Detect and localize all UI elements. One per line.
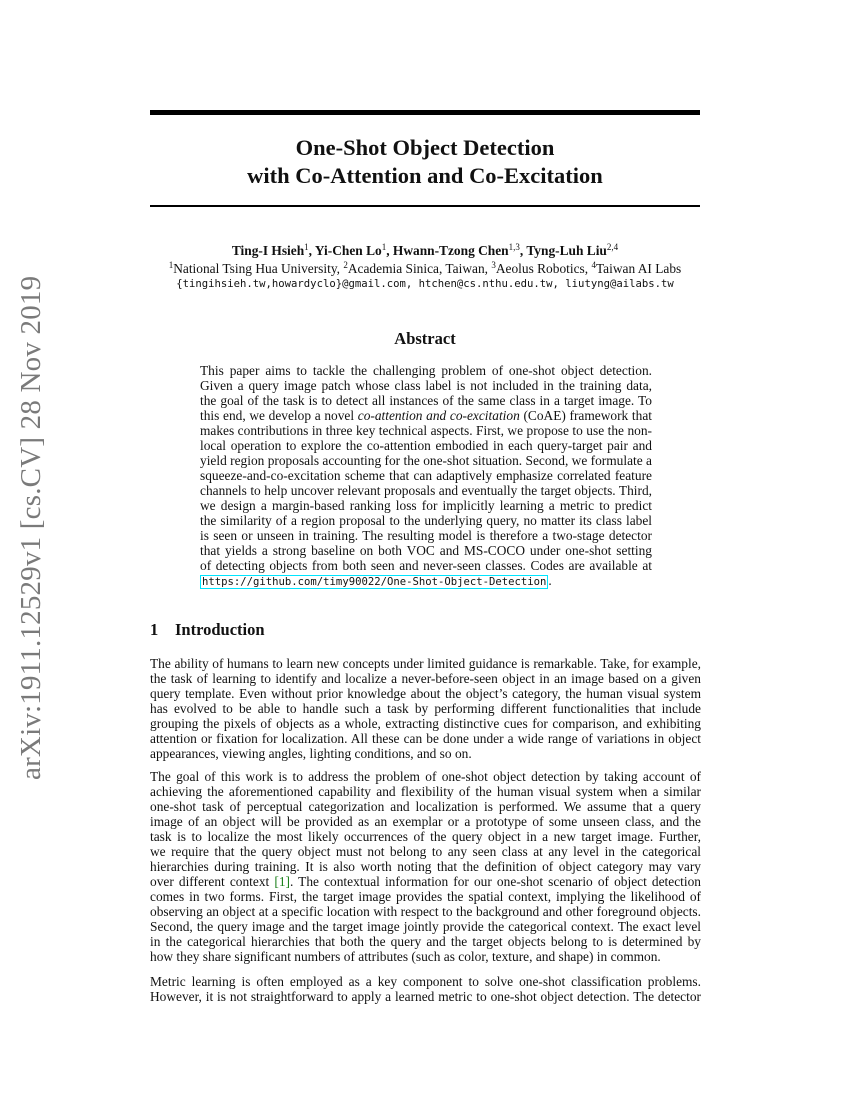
abstract-line: we design a margin-based ranking loss for implicitly learning a metric to predict	[200, 498, 652, 513]
affiliation-mark: 2	[343, 260, 348, 270]
paragraph-line: query template. Even without prior knowledge about the object’s category, the human visual system	[150, 686, 701, 701]
abstract-emphasis: co-attention and co-excitation	[357, 408, 520, 423]
abstract-body	[200, 363, 652, 588]
title-top-rule	[150, 110, 700, 115]
paragraph-line: comes in two forms. First, the target image provides the spatial context, implying the likelihood of	[150, 889, 701, 904]
code-repository-link[interactable]: https://github.com/timy90022/One-Shot-Object-Detection	[202, 576, 547, 588]
abstract-heading: Abstract	[394, 329, 456, 348]
paper-title	[150, 134, 700, 190]
author-name: Yi-Chen Lo	[314, 243, 382, 258]
author-name: Tyng-Luh Liu	[526, 243, 607, 258]
intro-paragraph-1	[150, 656, 701, 761]
paragraph-line	[150, 874, 701, 889]
author-list	[100, 242, 750, 259]
title-line: One-Shot Object Detection	[295, 135, 555, 160]
abstract-line	[200, 573, 652, 588]
citation-link[interactable]: [1]	[274, 874, 290, 889]
author-affiliation-mark: 1	[381, 242, 387, 252]
author-affiliation-mark: 1	[304, 242, 309, 252]
paragraph-line: achieving the aforementioned capability and flexibility of the human visual system when a similar	[150, 784, 701, 799]
author-separator: ,	[519, 243, 527, 258]
affiliations	[100, 260, 750, 277]
title-bottom-rule	[150, 205, 700, 207]
paragraph-line: task is to localize the most likely occurrences of the query object in a new target image. Further,	[150, 829, 701, 844]
paragraph-line: However, it is not straightforward to apply a learned metric to one-shot object detection. The detector	[150, 989, 701, 1004]
affiliation-mark: 1	[168, 260, 174, 270]
paragraph-line: how they share significant numbers of attributes (such as color, texture, and shape) in common.	[150, 949, 661, 964]
author-name: Ting-I Hsieh	[231, 243, 305, 258]
paragraph-line: in the categorical hierarchies that both the query and the target objects belong to is determined by	[150, 934, 701, 949]
author-separator: ,	[386, 243, 393, 258]
author-name: Hwann-Tzong Chen	[392, 243, 509, 258]
abstract-line: local operation to explore the co-attention embodied in each query-target pair and	[200, 438, 652, 453]
intro-paragraph-2	[150, 769, 701, 964]
abstract-line: of detecting objects from both seen and never-seen classes. Codes are available at	[200, 558, 652, 573]
author-separator: ,	[308, 243, 315, 258]
section-heading	[150, 620, 265, 640]
abstract-line: that yields a strong baseline on both VOC and MS-COCO under one-shot setting	[200, 543, 652, 558]
section-title: Introduction	[175, 620, 265, 639]
paragraph-line: the task of learning to identify and localize a never-before-seen object in an image based on a given	[150, 671, 701, 686]
paragraph-line: The goal of this work is to address the problem of one-shot object detection by taking account of	[150, 769, 701, 784]
author-affiliation-mark: 2,4	[606, 242, 619, 252]
abstract-line: This paper aims to tackle the challenging problem of one-shot object detection.	[200, 363, 652, 378]
paragraph-line: attention or fixation for localization. All these can be done under a wide range of variations in object	[150, 731, 701, 746]
abstract-line: the similarity of a region proposal to the underlying query, no matter its class label	[200, 513, 652, 528]
author-emails: {tingihsieh.tw,howardyclo}@gmail.com, htchen@cs.nthu.edu.tw, liutyng@ailabs.tw	[176, 278, 674, 290]
paragraph-text: . The contextual information for our one-shot scenario of object detection	[289, 874, 701, 889]
abstract-line: squeeze-and-co-excitation scheme that can adaptively emphasize correlated feature	[200, 468, 652, 483]
author-affiliation-mark: 1,3	[508, 242, 520, 252]
arxiv-identifier: arXiv:1911.12529v1 [cs.CV] 28 Nov 2019	[15, 275, 47, 780]
abstract-line: yield region proposals accounting for the one-shot situation. Second, we formulate a	[200, 453, 652, 468]
paragraph-line: observing an object at a specific location with respect to the background and other foreground objects.	[150, 904, 701, 919]
affiliation: Taiwan AI Labs	[595, 261, 682, 276]
paragraph-line: appearances, viewing angles, lighting conditions, and so on.	[150, 746, 472, 761]
paragraph-line: Second, the query image and the target image jointly provide the categorical context. The exact level	[150, 919, 701, 934]
abstract-line	[200, 408, 652, 423]
paragraph-line: Metric learning is often employed as a key component to solve one-shot classification problems.	[150, 974, 701, 989]
paragraph-line: one-shot task of perceptual categorization and localization is performed. We assume that a query	[150, 799, 701, 814]
abstract-text: this end, we develop a novel	[200, 408, 358, 423]
affiliation-mark: 3	[491, 260, 496, 270]
abstract-line: is seen or unseen in training. The resulting model is therefore a two-stage detector	[200, 528, 652, 543]
abstract-line: Given a query image patch whose class label is not included in the training data,	[200, 378, 652, 393]
affiliation: National Tsing Hua University,	[173, 261, 344, 276]
paragraph-line: we require that the query object must not belong to any seen class at any level in the categorical	[150, 844, 701, 859]
affiliation: Academia Sinica, Taiwan,	[347, 261, 492, 276]
abstract-text: .	[548, 573, 552, 588]
paragraph-line: has evolved to be able to handle such a task by performing different functionalities that include	[150, 701, 701, 716]
abstract-line: the goal of the task is to detect all instances of the same class in a target image. To	[200, 393, 652, 408]
affiliation-mark: 4	[591, 260, 596, 270]
paragraph-line: image of an object will be provided as an exemplar or a prototype of some unseen class, and the	[150, 814, 701, 829]
intro-paragraph-3	[150, 974, 701, 1004]
paragraph-line: grouping the pixels of objects as a whole, extracting distinctive cues for comparison, and exhibiting	[150, 716, 701, 731]
paragraph-text: over different context	[150, 874, 275, 889]
paragraph-line: The ability of humans to learn new concepts under limited guidance is remarkable. Take, for example,	[150, 656, 701, 671]
abstract-line: channels to help uncover relevant proposals and eventually the target objects. Third,	[200, 483, 652, 498]
paragraph-line: hierarchies during training. It is also worth noting that the definition of object category may vary	[150, 859, 701, 874]
abstract-line: makes contributions in three key technical aspects. First, we propose to use the non-	[200, 423, 652, 438]
title-line: with Co-Attention and Co-Excitation	[247, 163, 603, 188]
section-number: 1	[150, 620, 159, 639]
abstract-text: (CoAE) framework that	[519, 408, 653, 423]
affiliation: Aeolus Robotics,	[495, 261, 592, 276]
